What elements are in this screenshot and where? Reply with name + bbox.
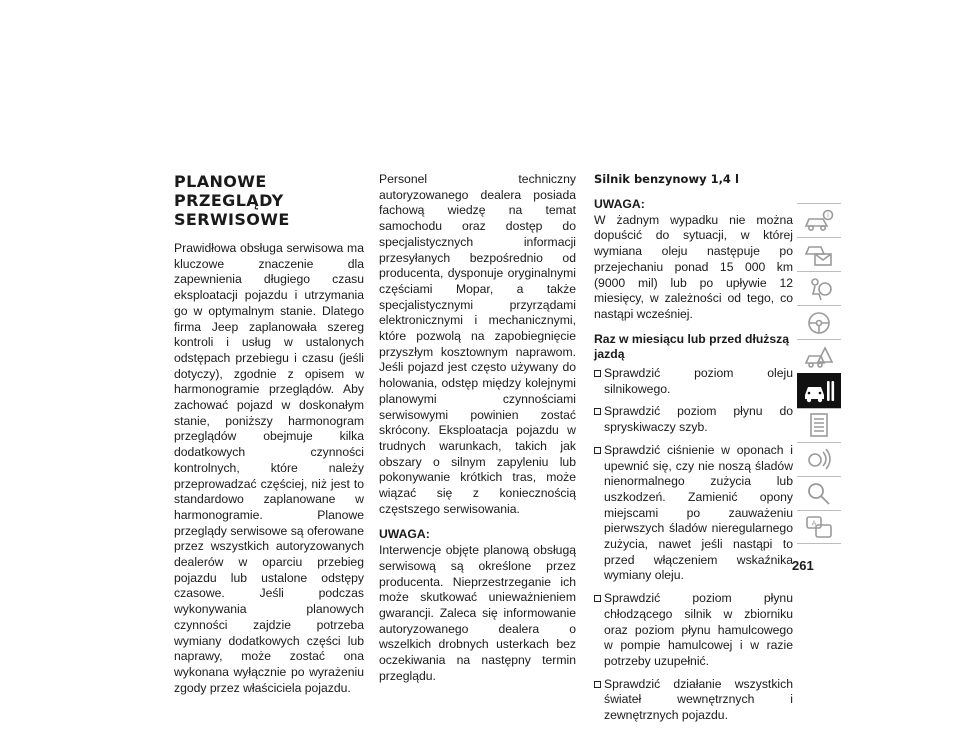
note-paragraph: Interwencje objęte planową obsługą serwisową są określone przez producenta. Nieprzestrzeganie ich może skutkować unieważnieniem gwarancji. Zaleca się informowanie autoryzowanego dealera o wszelkich drobnych usterkach bez oczekiwania na następny termin przeglądu. bbox=[379, 543, 576, 683]
specifications-list-icon bbox=[803, 412, 835, 438]
tab-dashboard[interactable] bbox=[797, 237, 841, 271]
checklist-item: Sprawdzić poziom oleju silnikowego. bbox=[594, 366, 793, 397]
monthly-check-title: Raz w miesiącu lub przed dłuższą jazdą bbox=[594, 331, 790, 362]
airbag-person-icon bbox=[803, 276, 835, 302]
car-mail-icon bbox=[803, 242, 835, 268]
checkbox-icon bbox=[594, 408, 601, 415]
tab-starting-operating[interactable] bbox=[797, 305, 841, 339]
svg-text:A: A bbox=[811, 519, 817, 528]
note-title: UWAGA: bbox=[379, 527, 430, 542]
checklist-item: Sprawdzić poziom płynu do spryskiwaczy szyb. bbox=[594, 404, 793, 435]
column-middle bbox=[379, 172, 576, 685]
tab-languages[interactable] bbox=[797, 510, 841, 544]
page-number: 261 bbox=[792, 558, 814, 573]
multimedia-icon bbox=[803, 446, 835, 472]
section-heading: PLANOWE PRZEGLĄDY SERWISOWE bbox=[174, 172, 290, 229]
column-left bbox=[174, 172, 364, 696]
tab-multimedia[interactable] bbox=[797, 442, 841, 476]
tab-emergency[interactable] bbox=[797, 339, 841, 373]
car-service-tools-icon bbox=[803, 378, 835, 404]
steering-wheel-icon bbox=[803, 310, 835, 336]
note-title: UWAGA: bbox=[594, 197, 645, 211]
tab-servicing-maintenance[interactable] bbox=[797, 373, 841, 407]
oil-change-note: W żadnym wypadku nie można dopuścić do sytuacji, w której wymiana oleju następuje po przejechaniu ponad 15 000 km (9000 mil) lub po upływie 12 miesięcy, w zależności od tego, co nastąpi wcześniej. bbox=[594, 212, 793, 321]
dealer-paragraph: Personel techniczny autoryzowanego dealera posiada fachową wiedzę na temat samochodu oraz dostęp do specjalistycznych informacji przesyłanych bezpośrednio od producenta, dysponuje oryginalnymi częściami Mopar, a także specjalistycznymi przyrządami elektronicznymi i mechanicznymi, które pozwolą na zapobiegnięcie przyszłym kosztownym naprawom. Jeśli pojazd jest często używany do holowania, odstęp między kolejnymi planowymi czynnościami serwisowymi powinien zostać skrócony. Eksploatacja pojazdu w trudnych warunkach, takich jak obszary o silnym zapyleniu lub pokonywanie krótkich tras, może wiązać się z koniecznością częstszego serwisowania. bbox=[379, 172, 576, 516]
column-right bbox=[594, 172, 793, 724]
tab-safety[interactable] bbox=[797, 271, 841, 305]
tab-getting-to-know[interactable] bbox=[797, 203, 841, 237]
checkbox-icon bbox=[594, 447, 601, 454]
car-info-icon bbox=[803, 208, 835, 234]
checkbox-icon bbox=[594, 681, 601, 688]
languages-icon bbox=[803, 514, 835, 540]
svg-text:i: i bbox=[827, 211, 829, 220]
monthly-checklist bbox=[594, 366, 793, 724]
checklist-item: Sprawdzić ciśnienie w oponach i upewnić się, czy nie noszą śladów nienormalnego zużycia lub uszkodzeń. Zamienić opony miejscami po zauważeniu pierwszych śladów nieregularnego zużycia, nawet jeśli nastąpi to przed włączeniem wskaźnika wymiany oleju. bbox=[594, 443, 793, 584]
car-warning-icon bbox=[803, 344, 835, 370]
checklist-item: Sprawdzić poziom płynu chłodzącego silnik w zbiorniku oraz poziom płynu hamulcowego w pompie hamulcowej i w razie potrzeby uzupełnić. bbox=[594, 591, 793, 670]
tab-index[interactable] bbox=[797, 476, 841, 510]
tab-technical-specs[interactable] bbox=[797, 408, 841, 442]
magnifier-index-icon bbox=[803, 480, 835, 506]
checklist-item: Sprawdzić działanie wszystkich świateł wewnętrznych i zewnętrznych pojazdu. bbox=[594, 677, 793, 724]
chapter-tabs bbox=[797, 203, 841, 544]
checkbox-icon bbox=[594, 370, 601, 377]
checkbox-icon bbox=[594, 595, 601, 602]
intro-paragraph: Prawidłowa obsługa serwisowa ma kluczowe znaczenie dla zapewnienia długiego czasu eksploatacji pojazdu i utrzymania go w optymalnym stanie. Dlatego firma Jeep zaplanowała szereg kontroli i usług w ustalonych odstępach przebiegu i czasu (jeśli dotyczy), zgodnie z opisem w harmonogramie przeglądów. Aby zachować pojazd w doskonałym stanie, poniższy harmonogram przeglądów obejmuje kilka dodatkowych czynności kontrolnych, które należy przeprowadzać częściej, niż jest to standardowo zaplanowane w harmonogramie. Planowe przeglądy serwisowe są oferowane przez wszystkich autoryzowanych dealerów w oparciu przebieg pojazdu lub ustalone odstępy czasowe. Jeśli podczas wykonywania planowych czynności zajdzie potrzeba wymiany dodatkowych części lub naprawy, może zostać ona wykonana wyłącznie po wyrażeniu zgody przez właściciela pojazdu. bbox=[174, 241, 364, 695]
engine-subheading: Silnik benzynowy 1,4 l bbox=[594, 172, 739, 186]
